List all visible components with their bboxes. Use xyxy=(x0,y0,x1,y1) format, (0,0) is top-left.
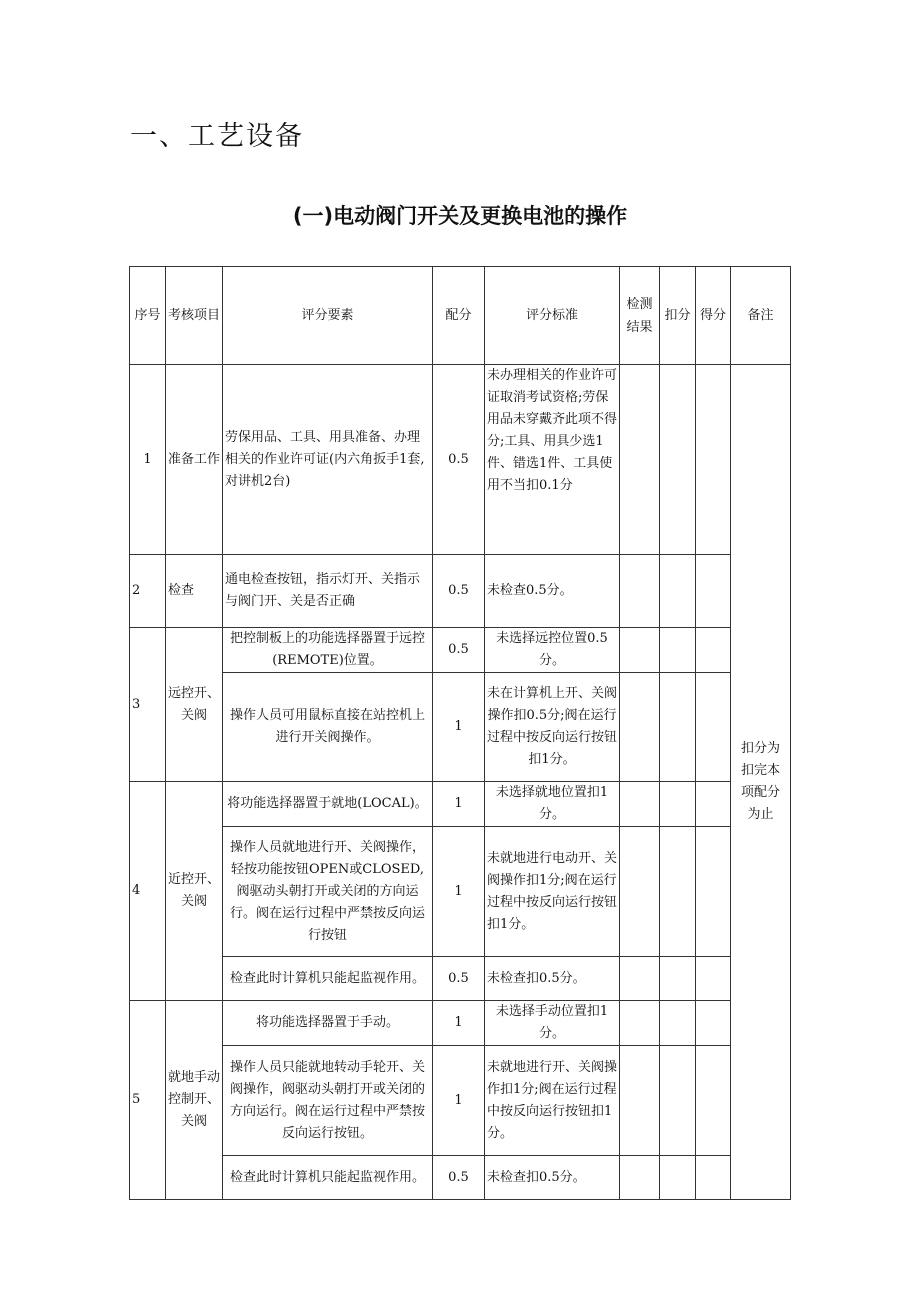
row-element: 通电检查按钮，指示灯开、关指示与阀门开、关是否正确 xyxy=(223,555,433,628)
table-row xyxy=(130,365,791,555)
get-cell xyxy=(696,782,731,827)
scoring-table xyxy=(129,266,791,1200)
row-seq: 2 xyxy=(130,555,166,628)
remark-cell: 扣分为扣完本项配分为止 xyxy=(731,365,791,1200)
result-cell xyxy=(620,628,660,673)
table-row xyxy=(130,782,791,827)
row-standard: 未检查扣0.5分。 xyxy=(485,957,620,1001)
header-deduct: 扣分 xyxy=(660,267,696,365)
row-standard: 未在计算机上开、关阀操作扣0.5分;阀在运行过程中按反向运行按钮扣1分。 xyxy=(485,673,620,782)
row-score: 0.5 xyxy=(433,365,485,555)
row-seq: 3 xyxy=(130,628,166,782)
row-standard: 未选择远控位置0.5分。 xyxy=(485,628,620,673)
deduct-cell xyxy=(660,1156,696,1200)
header-item: 考核项目 xyxy=(166,267,223,365)
deduct-cell xyxy=(660,365,696,555)
row-standard: 未检查扣0.5分。 xyxy=(485,1156,620,1200)
get-cell xyxy=(696,1001,731,1046)
document-subtitle: (一)电动阀门开关及更换电池的操作 xyxy=(292,204,628,228)
row-score: 0.5 xyxy=(433,957,485,1001)
header-seq: 序号 xyxy=(130,267,166,365)
get-cell xyxy=(696,1156,731,1200)
row-standard: 未选择手动位置扣1分。 xyxy=(485,1001,620,1046)
row-score: 1 xyxy=(433,1001,485,1046)
result-cell xyxy=(620,1001,660,1046)
deduct-cell xyxy=(660,827,696,957)
get-cell xyxy=(696,957,731,1001)
row-score: 0.5 xyxy=(433,1156,485,1200)
get-cell xyxy=(696,365,731,555)
row-element: 操作人员就地进行开、关阀操作，轻按功能按钮OPEN或CLOSED,阀驱动头朝打开或关闭的方向运行。阀在运行过程中严禁按反向运行按钮 xyxy=(223,827,433,957)
row-standard: 未就地进行电动开、关阀操作扣1分;阀在运行过程中按反向运行按钮扣1分。 xyxy=(485,827,620,957)
result-cell xyxy=(620,365,660,555)
row-score: 1 xyxy=(433,782,485,827)
row-score: 0.5 xyxy=(433,555,485,628)
row-element: 劳保用品、工具、用具准备、办理相关的作业许可证(内六角扳手1套,对讲机2台) xyxy=(223,365,433,555)
table-row xyxy=(130,555,791,628)
row-element: 将功能选择器置于就地(LOCAL)。 xyxy=(223,782,433,827)
header-get: 得分 xyxy=(696,267,731,365)
row-item: 准备工作 xyxy=(166,365,223,555)
header-standard: 评分标准 xyxy=(485,267,620,365)
result-cell xyxy=(620,673,660,782)
row-element: 检查此时计算机只能起监视作用。 xyxy=(223,957,433,1001)
row-item: 检查 xyxy=(166,555,223,628)
table-row xyxy=(130,827,791,957)
deduct-cell xyxy=(660,673,696,782)
deduct-cell xyxy=(660,1046,696,1156)
section-heading: 一、工艺设备 xyxy=(130,121,304,152)
get-cell xyxy=(696,673,731,782)
table-row xyxy=(130,628,791,673)
header-row xyxy=(130,267,791,365)
result-cell xyxy=(620,782,660,827)
row-seq: 1 xyxy=(130,365,166,555)
row-element: 检查此时计算机只能起监视作用。 xyxy=(223,1156,433,1200)
table-row xyxy=(130,1156,791,1200)
row-seq: 5 xyxy=(130,1001,166,1200)
row-standard: 未选择就地位置扣1分。 xyxy=(485,782,620,827)
table-row xyxy=(130,1046,791,1156)
row-standard: 未就地进行开、关阀操作扣1分;阀在运行过程中按反向运行按钮扣1分。 xyxy=(485,1046,620,1156)
result-cell xyxy=(620,957,660,1001)
deduct-cell xyxy=(660,782,696,827)
row-element: 把控制板上的功能选择器置于远控(REMOTE)位置。 xyxy=(223,628,433,673)
row-element: 操作人员可用鼠标直接在站控机上进行开关阀操作。 xyxy=(223,673,433,782)
get-cell xyxy=(696,628,731,673)
row-score: 1 xyxy=(433,1046,485,1156)
row-score: 0.5 xyxy=(433,628,485,673)
get-cell xyxy=(696,827,731,957)
result-cell xyxy=(620,1156,660,1200)
header-elements: 评分要素 xyxy=(223,267,433,365)
table-row xyxy=(130,1001,791,1046)
row-score: 1 xyxy=(433,827,485,957)
get-cell xyxy=(696,1046,731,1156)
table-row xyxy=(130,957,791,1001)
get-cell xyxy=(696,555,731,628)
deduct-cell xyxy=(660,1001,696,1046)
row-seq: 4 xyxy=(130,782,166,1001)
header-remark: 备注 xyxy=(731,267,791,365)
table-row xyxy=(130,673,791,782)
header-score: 配分 xyxy=(433,267,485,365)
row-element: 将功能选择器置于手动。 xyxy=(223,1001,433,1046)
deduct-cell xyxy=(660,957,696,1001)
row-item: 就地手动控制开、关阀 xyxy=(166,1001,223,1200)
row-item: 近控开、关阀 xyxy=(166,782,223,1001)
row-score: 1 xyxy=(433,673,485,782)
row-standard: 未办理相关的作业许可证取消考试资格;劳保用品未穿戴齐此项不得分;工具、用具少选1件、错选1件、工具使用不当扣0.1分 xyxy=(485,365,620,555)
result-cell xyxy=(620,827,660,957)
row-item: 远控开、关阀 xyxy=(166,628,223,782)
header-result: 检测结果 xyxy=(620,267,660,365)
result-cell xyxy=(620,555,660,628)
deduct-cell xyxy=(660,555,696,628)
row-standard: 未检查0.5分。 xyxy=(485,555,620,628)
row-element: 操作人员只能就地转动手轮开、关阀操作，阀驱动头朝打开或关闭的方向运行。阀在运行过程中严禁按反向运行按钮。 xyxy=(223,1046,433,1156)
deduct-cell xyxy=(660,628,696,673)
result-cell xyxy=(620,1046,660,1156)
